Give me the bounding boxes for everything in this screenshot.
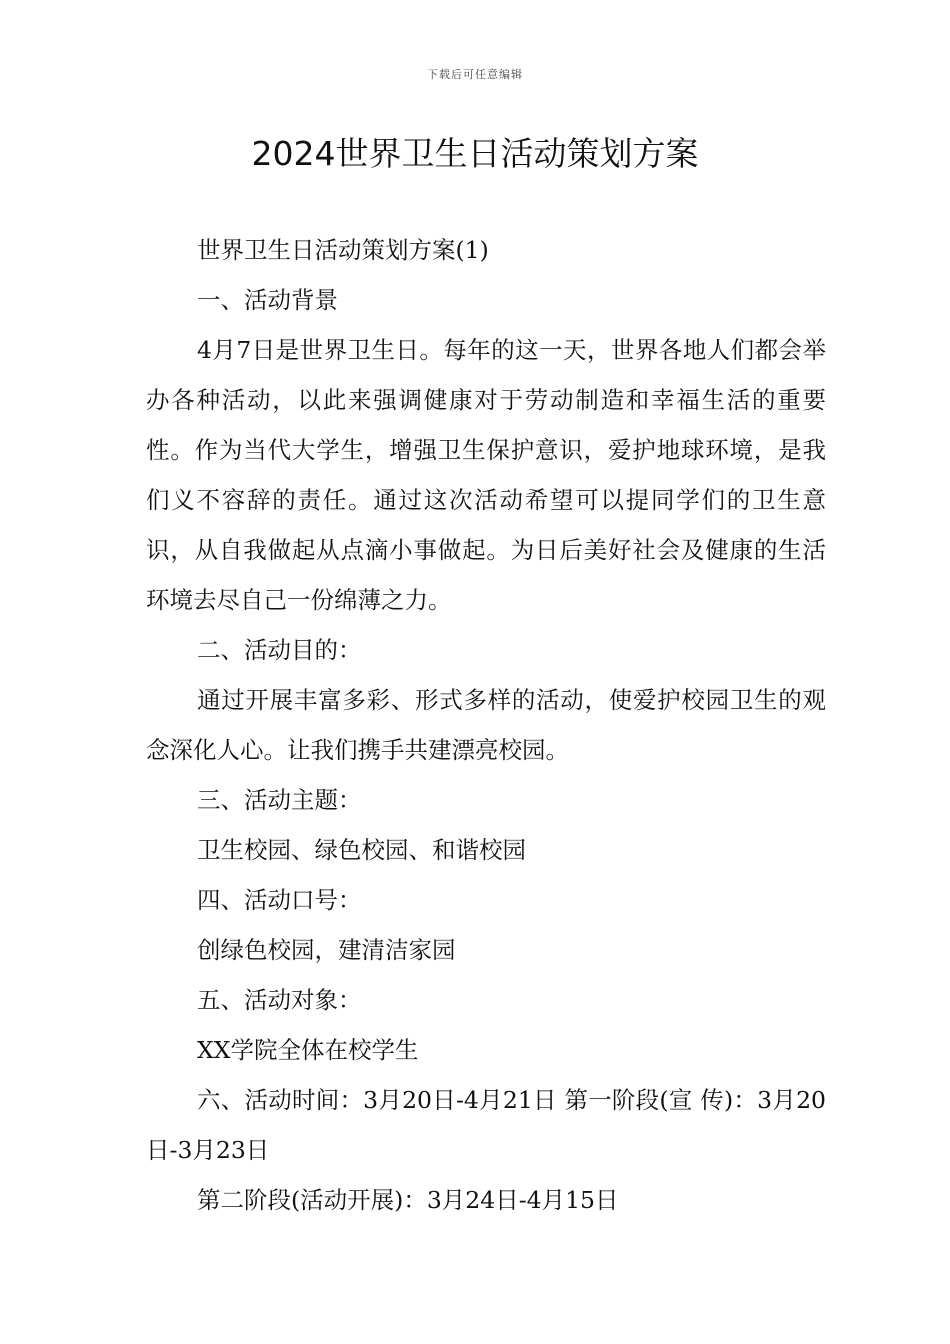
header-note: 下载后可任意编辑 <box>427 68 523 81</box>
paragraph-audience: XX学院全体在校学生 <box>197 1036 419 1064</box>
section-heading-slogan: 四、活动口号： <box>197 886 362 914</box>
document-body <box>146 225 826 1225</box>
paragraph-theme: 卫生校园、绿色校园、和谐校园 <box>197 836 526 864</box>
section-heading-purpose: 二、活动目的： <box>197 636 362 664</box>
document-title: 2024世界卫生日活动策划方案 <box>251 134 699 173</box>
section-heading-background: 一、活动背景 <box>197 286 338 314</box>
paragraph-time: 六、活动时间：3月20日-4月21日 第一阶段(宣 传)：3月20日-3月23日 <box>146 1086 826 1164</box>
paragraph-purpose: 通过开展丰富多彩、形式多样的活动，使爱护校园卫生的观念深化人心。让我们携手共建漂亮校园。 <box>146 686 826 764</box>
paragraph-background: 4月7日是世界卫生日。每年的这一天，世界各地人们都会举办各种活动，以此来强调健康对于劳动制造和幸福生活的重要性。作为当代大学生，增强卫生保护意识，爱护地球环境，是我们义不容辞的责任。通过这次活动希望可以提同学们的卫生意识，从自我做起从点滴小事做起。为日后美好社会及健康的生活环境去尽自己一份绵薄之力。 <box>146 336 826 614</box>
paragraph-slogan: 创绿色校园，建清洁家园 <box>197 936 456 964</box>
paragraph-phase-two: 第二阶段(活动开展)：3月24日-4月15日 <box>197 1186 619 1214</box>
section-heading-theme: 三、活动主题： <box>197 786 362 814</box>
section-heading-plan: 世界卫生日活动策划方案(1) <box>197 236 489 264</box>
section-heading-audience: 五、活动对象： <box>197 986 362 1014</box>
